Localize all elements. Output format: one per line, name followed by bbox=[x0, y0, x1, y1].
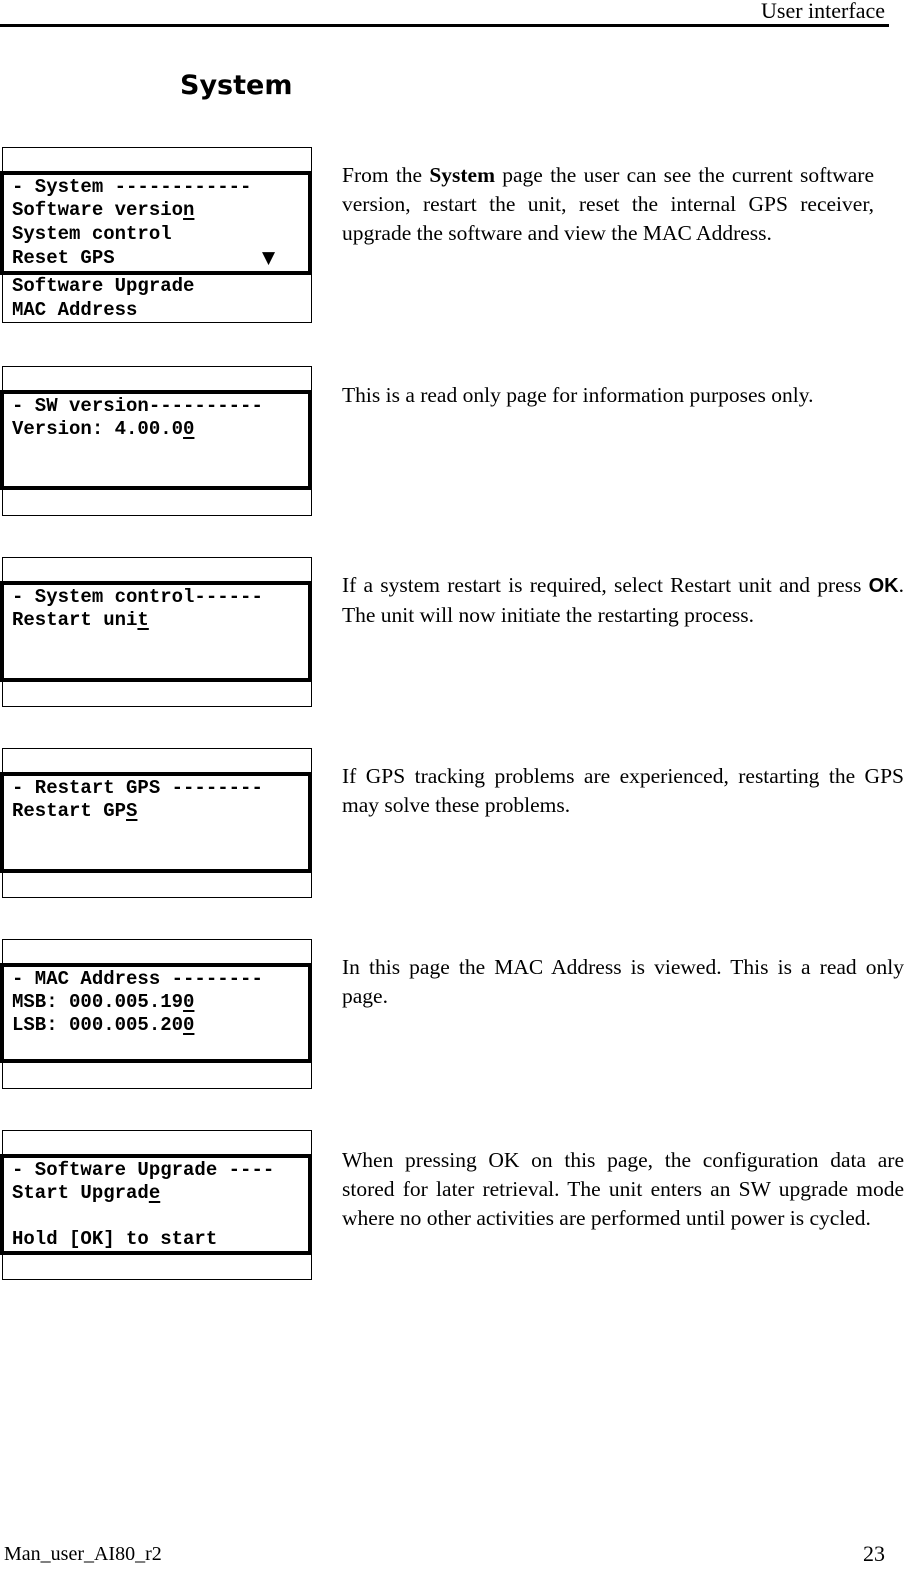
description-sw-version: This is a read only page for information purposes only. bbox=[342, 383, 814, 407]
description-system bbox=[342, 161, 874, 248]
lcd-cursor: 0 bbox=[183, 991, 195, 1013]
lcd-cursor: S bbox=[126, 800, 138, 822]
description-software-upgrade: When pressing OK on this page, the configuration data are stored for later retrieval. The unit enters an SW upgrade mode where no other activities are performed until power is cycled. bbox=[342, 1148, 904, 1230]
ok-key-label: OK bbox=[868, 575, 899, 597]
description-mac-address: In this page the MAC Address is viewed. This is a read only page. bbox=[342, 955, 904, 1008]
menu-item-mac-address[interactable]: MAC Address bbox=[12, 299, 138, 321]
menu-item-restart-unit[interactable] bbox=[12, 609, 149, 632]
mac-lsb-value bbox=[12, 1014, 194, 1037]
menu-item-label: Restart GP bbox=[12, 800, 127, 822]
page-number: 23 bbox=[863, 1541, 885, 1566]
menu-item-reset-gps[interactable]: Reset GPS bbox=[12, 247, 115, 269]
upgrade-hint: Hold [OK] to start bbox=[12, 1228, 218, 1250]
description-restart-gps: If GPS tracking problems are experienced, restarting the GPS may solve these problems. bbox=[342, 764, 904, 817]
mac-msb-value bbox=[12, 991, 194, 1014]
lcd-title: - Software Upgrade ---- bbox=[12, 1159, 275, 1181]
lcd-title: - System ------------ bbox=[12, 176, 252, 198]
menu-item-software-version[interactable] bbox=[12, 199, 194, 222]
menu-item-label: Restart uni bbox=[12, 609, 138, 631]
mac-text: MSB: 000.005.19 bbox=[12, 991, 184, 1013]
lcd-cursor: e bbox=[148, 1182, 161, 1204]
lcd-title: - SW version---------- bbox=[12, 395, 263, 417]
lcd-title: - MAC Address -------- bbox=[12, 968, 263, 990]
menu-item-software-upgrade[interactable]: Software Upgrade bbox=[12, 275, 195, 297]
version-value bbox=[12, 418, 194, 441]
desc-text: From the bbox=[342, 163, 430, 187]
desc-bold: System bbox=[429, 163, 496, 187]
menu-item-label: Software versio bbox=[12, 199, 184, 221]
menu-item-system-control[interactable]: System control bbox=[12, 223, 172, 245]
lcd-cursor: 0 bbox=[183, 1014, 195, 1036]
desc-text: If a system restart is required, select Restart unit and press bbox=[342, 573, 869, 597]
header-rule bbox=[0, 24, 889, 27]
menu-item-start-upgrade[interactable] bbox=[12, 1182, 160, 1205]
scroll-down-arrow-icon: ▼ bbox=[262, 248, 276, 268]
lcd-title: - Restart GPS -------- bbox=[12, 777, 263, 799]
description-system-control bbox=[342, 571, 904, 630]
section-title: System bbox=[180, 70, 293, 101]
lcd-cursor: n bbox=[183, 199, 195, 221]
mac-text: LSB: 000.005.20 bbox=[12, 1014, 184, 1036]
desc-text: . The unit will now initiate the restarting process. bbox=[342, 573, 904, 627]
lcd-title: - System control------ bbox=[12, 586, 263, 608]
running-header: User interface bbox=[761, 0, 885, 23]
menu-item-label: Start Upgrad bbox=[12, 1182, 149, 1204]
footer-doc-id: Man_user_AI80_r2 bbox=[4, 1543, 162, 1565]
version-text: Version: 4.00.0 bbox=[12, 418, 184, 440]
menu-item-restart-gps[interactable] bbox=[12, 800, 137, 823]
lcd-cursor: 0 bbox=[183, 418, 195, 440]
desc-text: page the user can see the current software version, restart the unit, reset the internal GPS receiver, upgrade the software and view the MAC Address. bbox=[342, 163, 875, 245]
lcd-cursor: t bbox=[137, 609, 149, 631]
